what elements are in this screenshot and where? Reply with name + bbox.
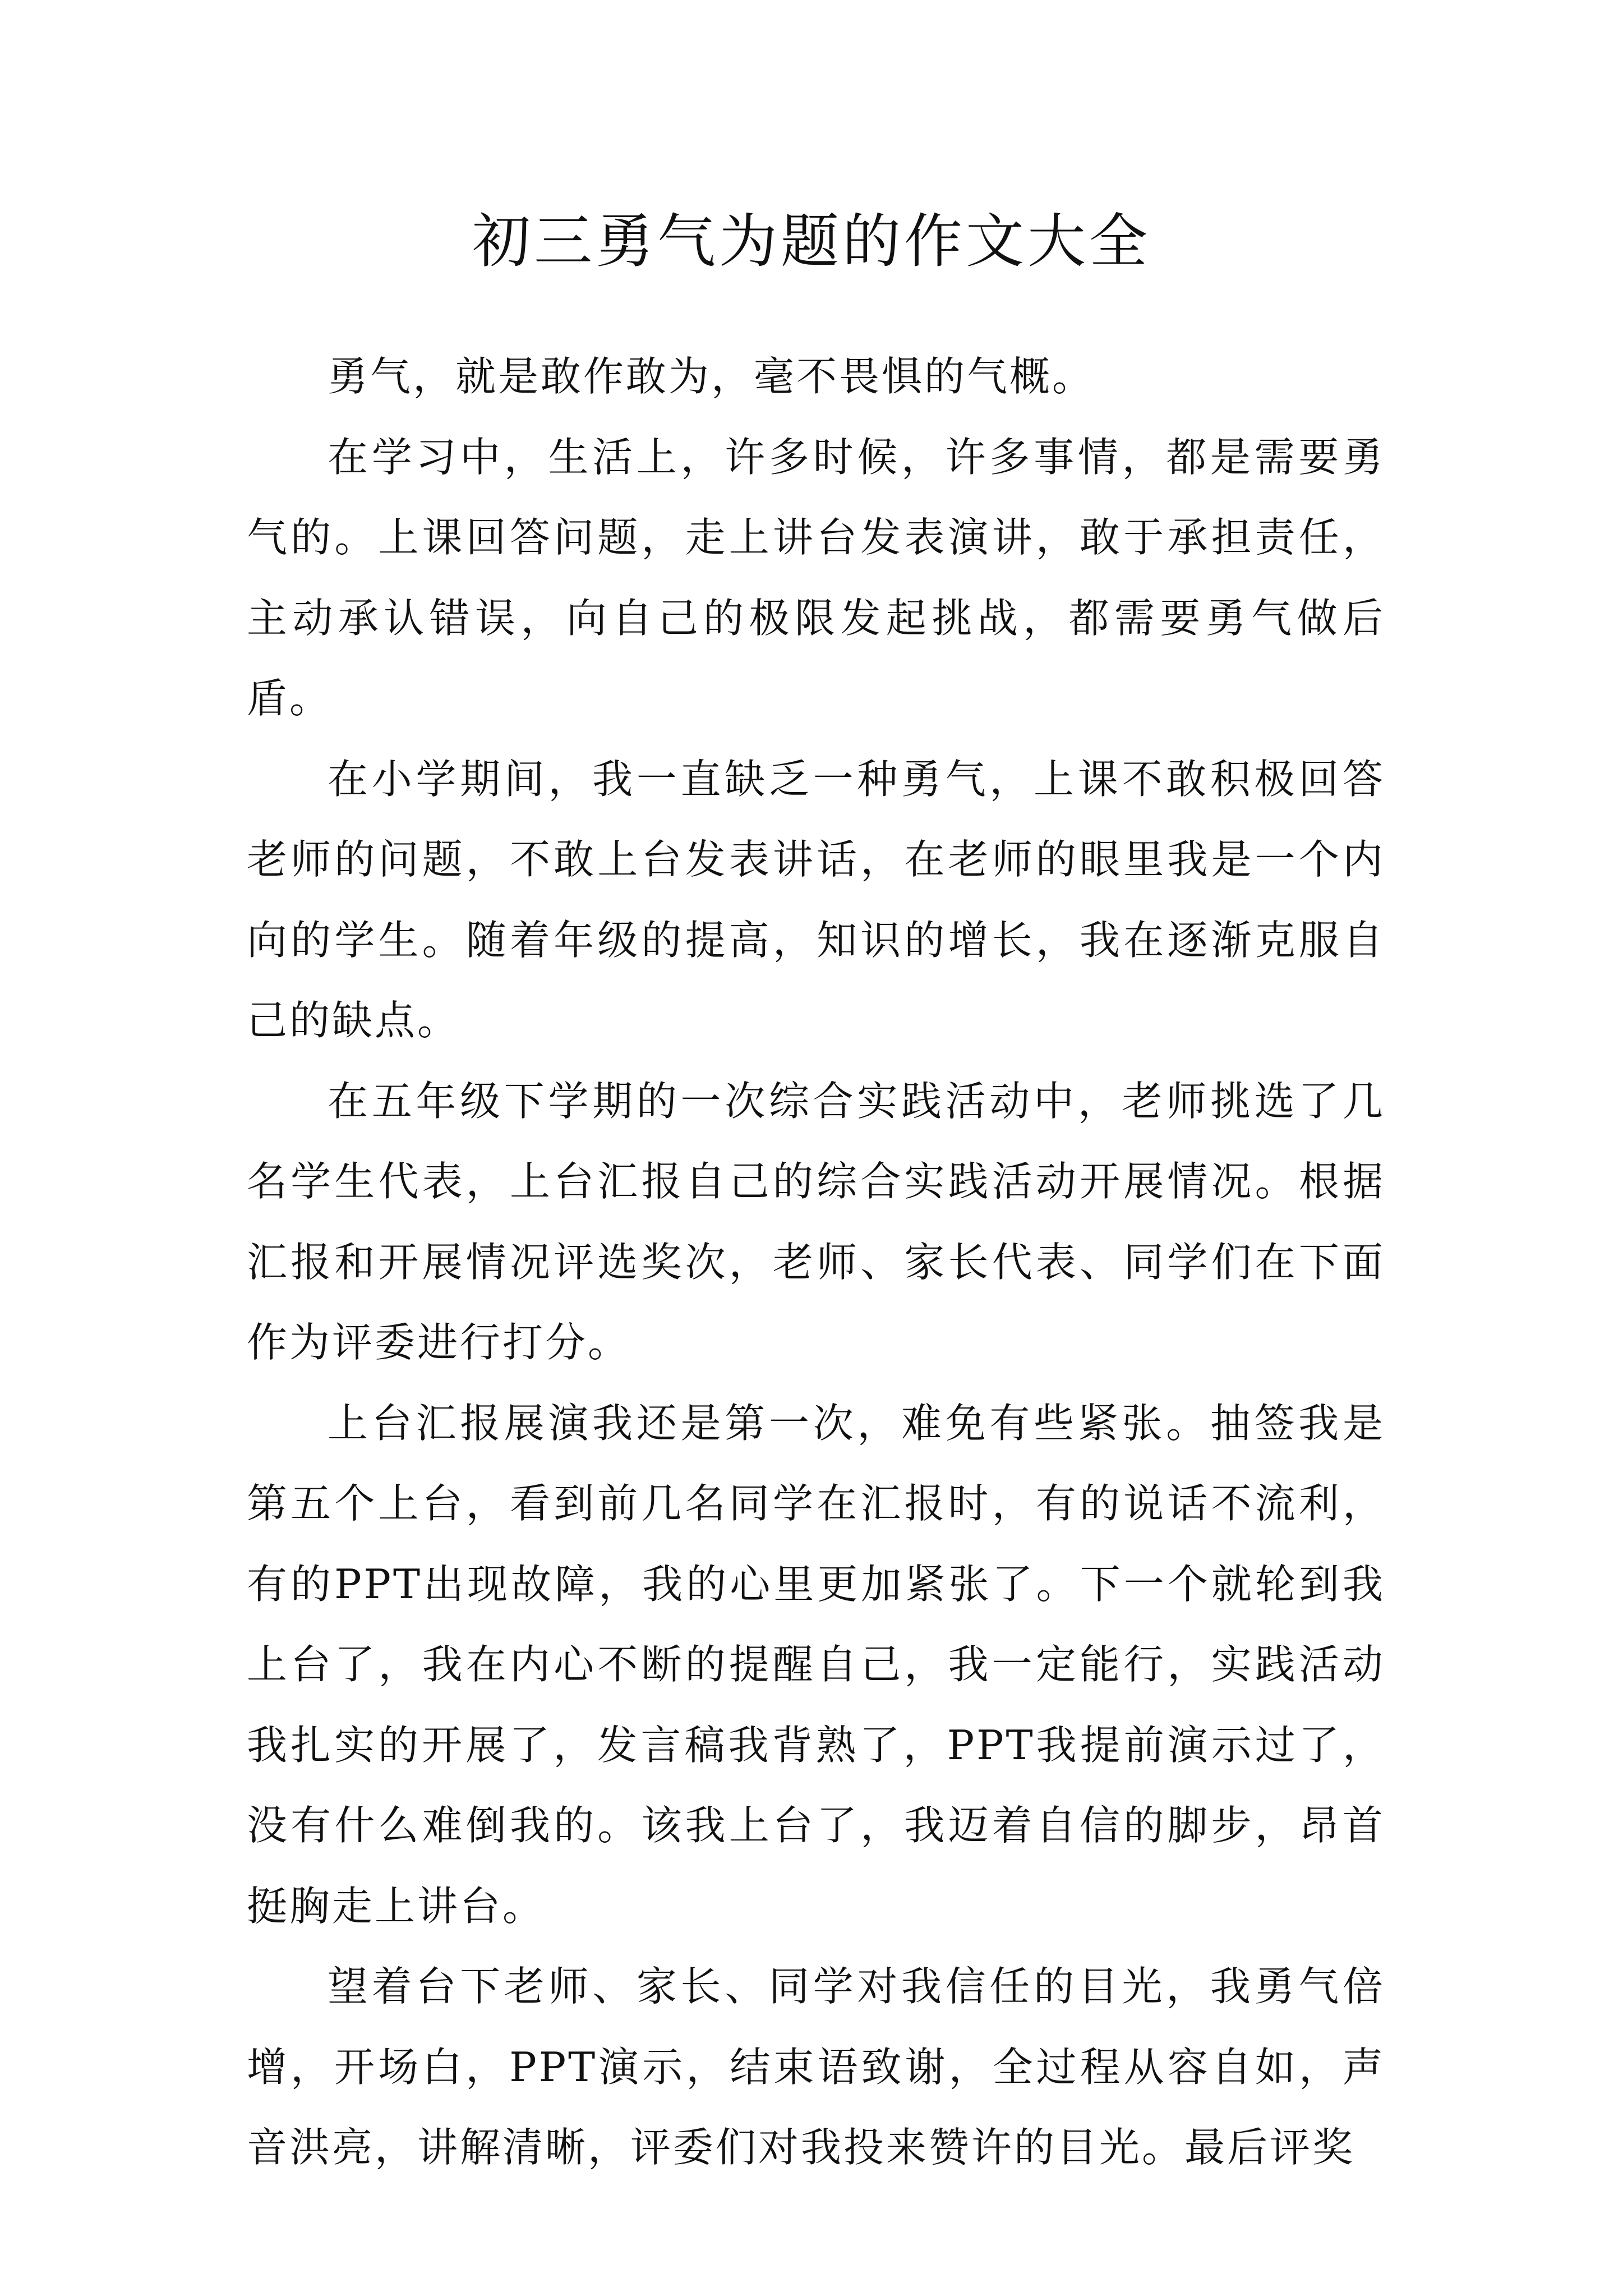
- paragraph: 在五年级下学期的一次综合实践活动中，老师挑选了几名学生代表，上台汇报自己的综合实践活动开展情况。根据汇报和开展情况评选奖次，老师、家长代表、同学们在下面作为评委进行打分。: [247, 1077, 1385, 1366]
- document-body: [247, 337, 1385, 2188]
- paragraph: 勇气，就是敢作敢为，毫不畏惧的气概。: [328, 353, 1095, 400]
- paragraph: 上台汇报展演我还是第一次，难免有些紧张。抽签我是第五个上台，看到前几名同学在汇报时，有的说话不流利，有的PPT出现故障，我的心里更加紧张了。下一个就轮到我上台了，我在内心不断的提醒自己，我一定能行，实践活动我扎实的开展了，发言稿我背熟了，PPT我提前演示过了，没有什么难倒我的。该我上台了，我迈着自信的脚步，昂首挺胸走上讲台。: [247, 1399, 1385, 1930]
- paragraph: 在小学期间，我一直缺乏一种勇气，上课不敢积极回答老师的问题，不敢上台发表讲话，在老师的眼里我是一个内向的学生。随着年级的提高，知识的增长，我在逐渐克服自己的缺点。: [247, 755, 1385, 1044]
- document-title: 初三勇气为题的作文大全: [472, 207, 1151, 275]
- paragraph: 在学习中，生活上，许多时候，许多事情，都是需要勇气的。上课回答问题，走上讲台发表演讲，敢于承担责任，主动承认错误，向自己的极限发起挑战，都需要勇气做后盾。: [247, 433, 1385, 722]
- paragraph: 望着台下老师、家长、同学对我信任的目光，我勇气倍增，开场白，PPT演示，结束语致谢，全过程从容自如，声音洪亮，讲解清晰，评委们对我投来赞许的目光。最后评奖: [247, 1963, 1385, 2171]
